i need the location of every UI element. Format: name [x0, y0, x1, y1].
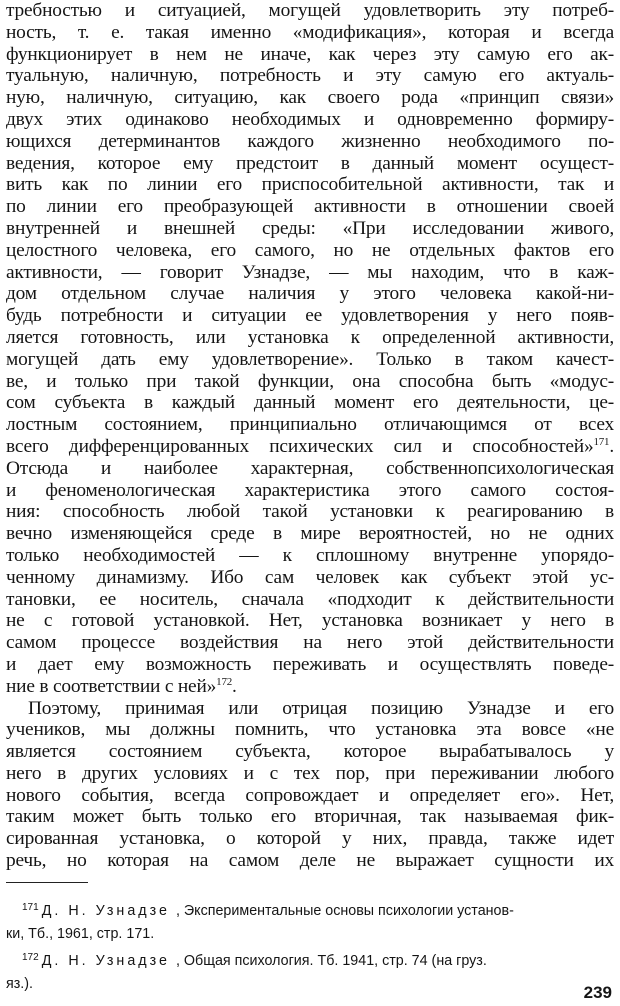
- text-line-with-footnote: [6, 676, 614, 698]
- text-line: вечно изменяющейся среде в мире вероятностей, но не одних: [6, 523, 614, 545]
- footnote-172-continuation: яз.).: [6, 976, 34, 992]
- text-line: только необходимостей — к сплошному внутренне упорядо-: [6, 544, 614, 566]
- footnote-author: Д. Н. Узнадзе: [41, 953, 170, 969]
- footnote-171-continuation: ки, Тб., 1961, стр. 171.: [6, 926, 155, 942]
- text-line: лостным состоянием, принципиально отличающимся от всех: [6, 414, 614, 436]
- main-text: [6, 0, 614, 872]
- footnotes: [6, 896, 614, 996]
- text-line: таким может быть только его вторичная, так называемая фик-: [6, 806, 614, 828]
- text-line: ную, наличную, ситуацию, как своего рода «принцип связи»: [6, 87, 614, 109]
- footnote-text: , Общая психология. Тб. 1941, стр. 74 (на груз.: [175, 953, 487, 969]
- footnote-mark: 172: [22, 952, 39, 963]
- text-line: тановки, ее носитель, сначала «подходит к действительности: [6, 588, 614, 610]
- footnote-171: [6, 896, 614, 923]
- footnote-ref-172: 172: [216, 675, 233, 688]
- page-number: 239: [583, 983, 612, 1002]
- text-line: требностью и ситуацией, могущей удовлетворить эту потреб-: [6, 0, 614, 21]
- text-line: сом субъекта в каждый данный момент его деятельности, це-: [6, 392, 614, 414]
- text-line: нового события, всегда сопровождает и определяет его». Нет,: [6, 784, 614, 806]
- text-line: функционирует в нем не иначе, как через эту самую его ак-: [6, 43, 614, 65]
- text-line: самом процессе воздействия на него этой действительности: [6, 632, 614, 654]
- text-line: вить как по линии его приспособительной активности, так и: [6, 174, 614, 196]
- text-line: ния: способность любой такой установки к реагированию в: [6, 501, 614, 523]
- footnote-text: , Экспериментальные основы психологии установ-: [175, 903, 514, 919]
- text-line-with-footnote: [6, 436, 614, 458]
- footnote-divider: [6, 882, 88, 883]
- trailing-period: .: [609, 435, 614, 457]
- text-line: ющихся детерминантов каждого жизненно необходимого по-: [6, 130, 614, 152]
- text-line: активности, — говорит Узнадзе, — мы находим, что в каж-: [6, 261, 614, 283]
- text-line: ность, т. е. такая именно «модификация», которая и всегда: [6, 21, 614, 43]
- text-line: ведения, которое ему предстоит в данный момент осущест-: [6, 152, 614, 174]
- text-line: дом отдельном случае наличия у этого человека какой-ни-: [6, 283, 614, 305]
- footnote-author: Д. Н. Узнадзе: [41, 903, 170, 919]
- text-line: внутренней и внешней среды: «При исследовании живого,: [6, 217, 614, 239]
- footnote-ref-171: 171: [593, 435, 610, 448]
- text-line: и феноменологическая характеристика этого самого состоя-: [6, 479, 614, 501]
- text-line: речь, но которая на самом деле не выражает сущности их: [6, 850, 614, 872]
- text-line: по линии его преобразующей активности в отношении своей: [6, 196, 614, 218]
- text-line: целостного человека, его самого, но не отдельных фактов его: [6, 239, 614, 261]
- trailing-period: .: [232, 675, 237, 697]
- footnote-mark: 171: [22, 902, 39, 913]
- paragraph-first-line: Поэтому, принимая или отрицая позицию Узнадзе и его: [28, 697, 614, 719]
- text-line: ляется готовность, или установка к определенной активности,: [6, 326, 614, 348]
- text-line: Отсюда и наиболее характерная, собственнопсихологическая: [6, 457, 614, 479]
- text-line-content: всего дифференцированных психических сил и способностей»: [6, 435, 594, 457]
- text-line: учеников, мы должны помнить, что установка эта вовсе «не: [6, 719, 614, 741]
- text-line: не с готовой установкой. Нет, установка возникает у него в: [6, 610, 614, 632]
- text-line: него в других условиях и с тех пор, при переживании любого: [6, 762, 614, 784]
- text-line: ве, и только при такой функции, она способна быть «модус-: [6, 370, 614, 392]
- text-line: сированная установка, о которой у них, правда, также идет: [6, 828, 614, 850]
- text-line-content: ние в соответствии с ней»: [6, 675, 217, 697]
- text-line: могущей дать ему удовлетворение». Только в таком качест-: [6, 348, 614, 370]
- text-line: и дает ему возможность переживать и осуществлять поведе-: [6, 653, 614, 675]
- text-line: будь потребности и ситуации ее удовлетворения у него появ-: [6, 305, 614, 327]
- text-line: двух этих одинаково необходимых и одновременно формиру-: [6, 108, 614, 130]
- text-line: является состоянием субъекта, которое вырабатывалось у: [6, 741, 614, 763]
- footnote-172: [6, 946, 614, 973]
- text-line: туальную, наличную, потребность и эту самую его актуаль-: [6, 65, 614, 87]
- text-line: ченному динамизму. Ибо сам человек как субъект этой ус-: [6, 566, 614, 588]
